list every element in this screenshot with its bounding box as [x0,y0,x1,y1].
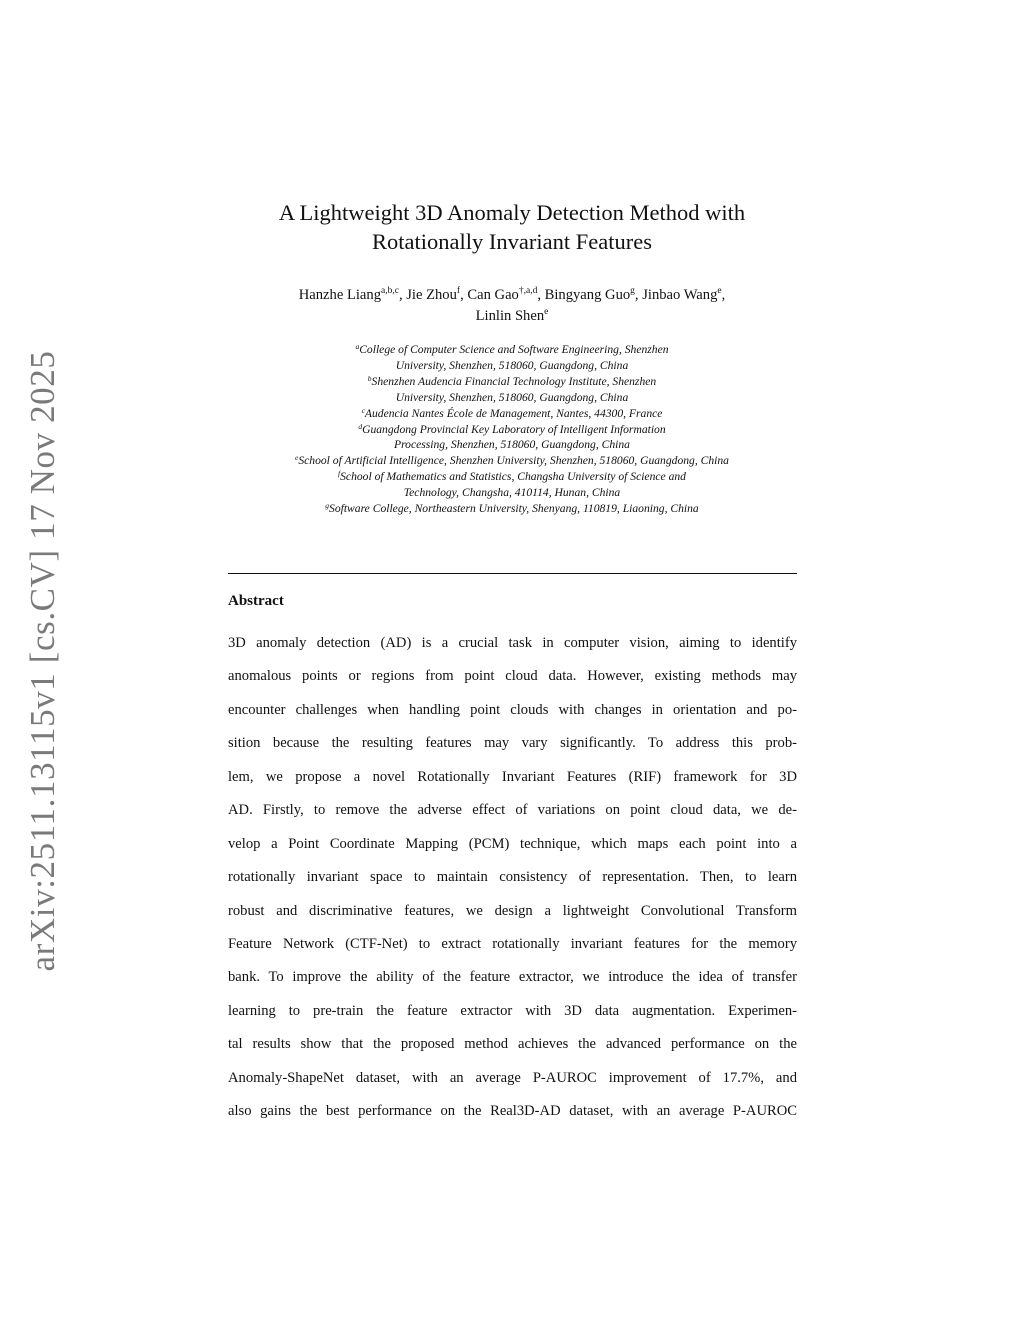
affiliation-text: University, Shenzhen, 518060, Guangdong, China [395,358,629,372]
affiliation-f [230,469,794,501]
author-separator: , [721,287,726,303]
author-name: Bingyang Guo [544,287,631,303]
affiliation-mark: b [367,373,372,383]
affiliation-c [230,406,794,422]
authors-line-1 [212,285,812,306]
affiliation-text: Software College, Northeastern University, Shenyang, 110819, Liaoning, China [329,502,699,516]
abstract-line: encounter challenges when handling point clouds with changes in orientation and po- [228,701,797,718]
author-name: Can Gao [467,287,519,303]
affiliation-text: Processing, Shenzhen, 518060, Guangdong, China [394,438,630,452]
abstract-line: bank. To improve the ability of the feature extractor, we introduce the idea of transfer [228,969,797,986]
author-name: Jie Zhou [406,287,457,303]
affiliation-text: Technology, Changsha, 410114, Hunan, China [403,486,621,500]
author-name: Jinbao Wang [642,287,718,303]
author-affiliation-mark: a,b,c [381,286,399,296]
affiliation-text: College of Computer Science and Software Engineering, Shenzhen [359,343,669,356]
author-affiliation-mark: e [717,286,722,296]
abstract-line: 3D anomaly detection (AD) is a crucial task in computer vision, aiming to identify [228,635,797,651]
abstract-line: AD. Firstly, to remove the adverse effect of variations on point cloud data, we de- [228,802,797,819]
arxiv-identifier[interactable]: arXiv:2511.13115v1 [cs.CV] 17 Nov 2025 [23,350,62,972]
affiliation-mark: f [338,469,341,479]
paper-title [212,198,812,256]
abstract-line: learning to pre-train the feature extractor with 3D data augmentation. Experimen- [228,1002,797,1019]
author-list [212,285,812,327]
title-line: Rotationally Invariant Features [372,229,652,254]
affiliation-text: Audencia Nantes École de Management, Nantes, 44300, France [364,406,663,420]
affiliation-mark: e [295,453,299,463]
author-affiliation-mark: e [544,307,549,317]
affiliation-text: University, Shenzhen, 518060, Guangdong, China [395,390,629,404]
abstract-line: also gains the best performance on the Real3D-AD dataset, with an average P-AUROC [228,1103,797,1120]
author-affiliation-mark: g [630,286,635,296]
affiliation-mark: g [325,501,330,511]
abstract-line: tal results show that the proposed method achieves the advanced performance on the [228,1036,797,1053]
abstract-divider [228,573,797,574]
author-name: Hanzhe Liang [298,287,381,303]
affiliation-d [230,422,794,454]
authors-line-2 [212,306,812,327]
affiliation-g [230,501,794,517]
affiliation-mark: c [361,405,365,415]
arxiv-watermark [18,350,68,972]
affiliation-mark: a [355,342,360,351]
affiliation-mark: d [358,421,363,431]
abstract-line: robust and discriminative features, we design a lightweight Convolutional Transform [228,902,797,919]
affiliation-e [230,453,794,469]
author-affiliation-mark: f [456,286,461,296]
abstract-line: anomalous points or regions from point cloud data. However, existing methods may [228,668,797,685]
abstract-line: rotationally invariant space to maintain consistency of representation. Then, to learn [228,869,797,886]
abstract-line: velop a Point Coordinate Mapping (PCM) technique, which maps each point into a [228,835,797,852]
author-name: Linlin Shen [475,308,545,324]
abstract-line: sition because the resulting features may vary significantly. To address this prob- [228,735,797,752]
affiliation-b [230,374,794,406]
author-separator: , [537,287,545,303]
author-affiliation-mark: †,a,d [518,286,538,296]
affiliation-list [230,342,794,517]
affiliation-a [230,342,794,374]
affiliation-text: Shenzhen Audencia Financial Technology Institute, Shenzhen [371,374,657,388]
abstract-heading: Abstract [228,593,284,609]
affiliation-text: Guangdong Provincial Key Laboratory of Intelligent Information [362,422,666,436]
title-line: A Lightweight 3D Anomaly Detection Method with [278,200,746,225]
abstract-line: Feature Network (CTF-Net) to extract rotationally invariant features for the memory [228,935,797,952]
abstract-line: Anomaly-ShapeNet dataset, with an average P-AUROC improvement of 17.7%, and [228,1069,797,1086]
abstract-body [228,627,797,1129]
affiliation-text: School of Mathematics and Statistics, Changsha University of Science and [340,470,686,484]
author-separator: , [398,287,407,303]
affiliation-text: School of Artificial Intelligence, Shenzhen University, Shenzhen, 518060, Guangdong, China [298,454,729,468]
abstract-line: lem, we propose a novel Rotationally Invariant Features (RIF) framework for 3D [228,768,797,785]
author-separator: , [460,287,468,303]
author-separator: , [634,287,643,303]
